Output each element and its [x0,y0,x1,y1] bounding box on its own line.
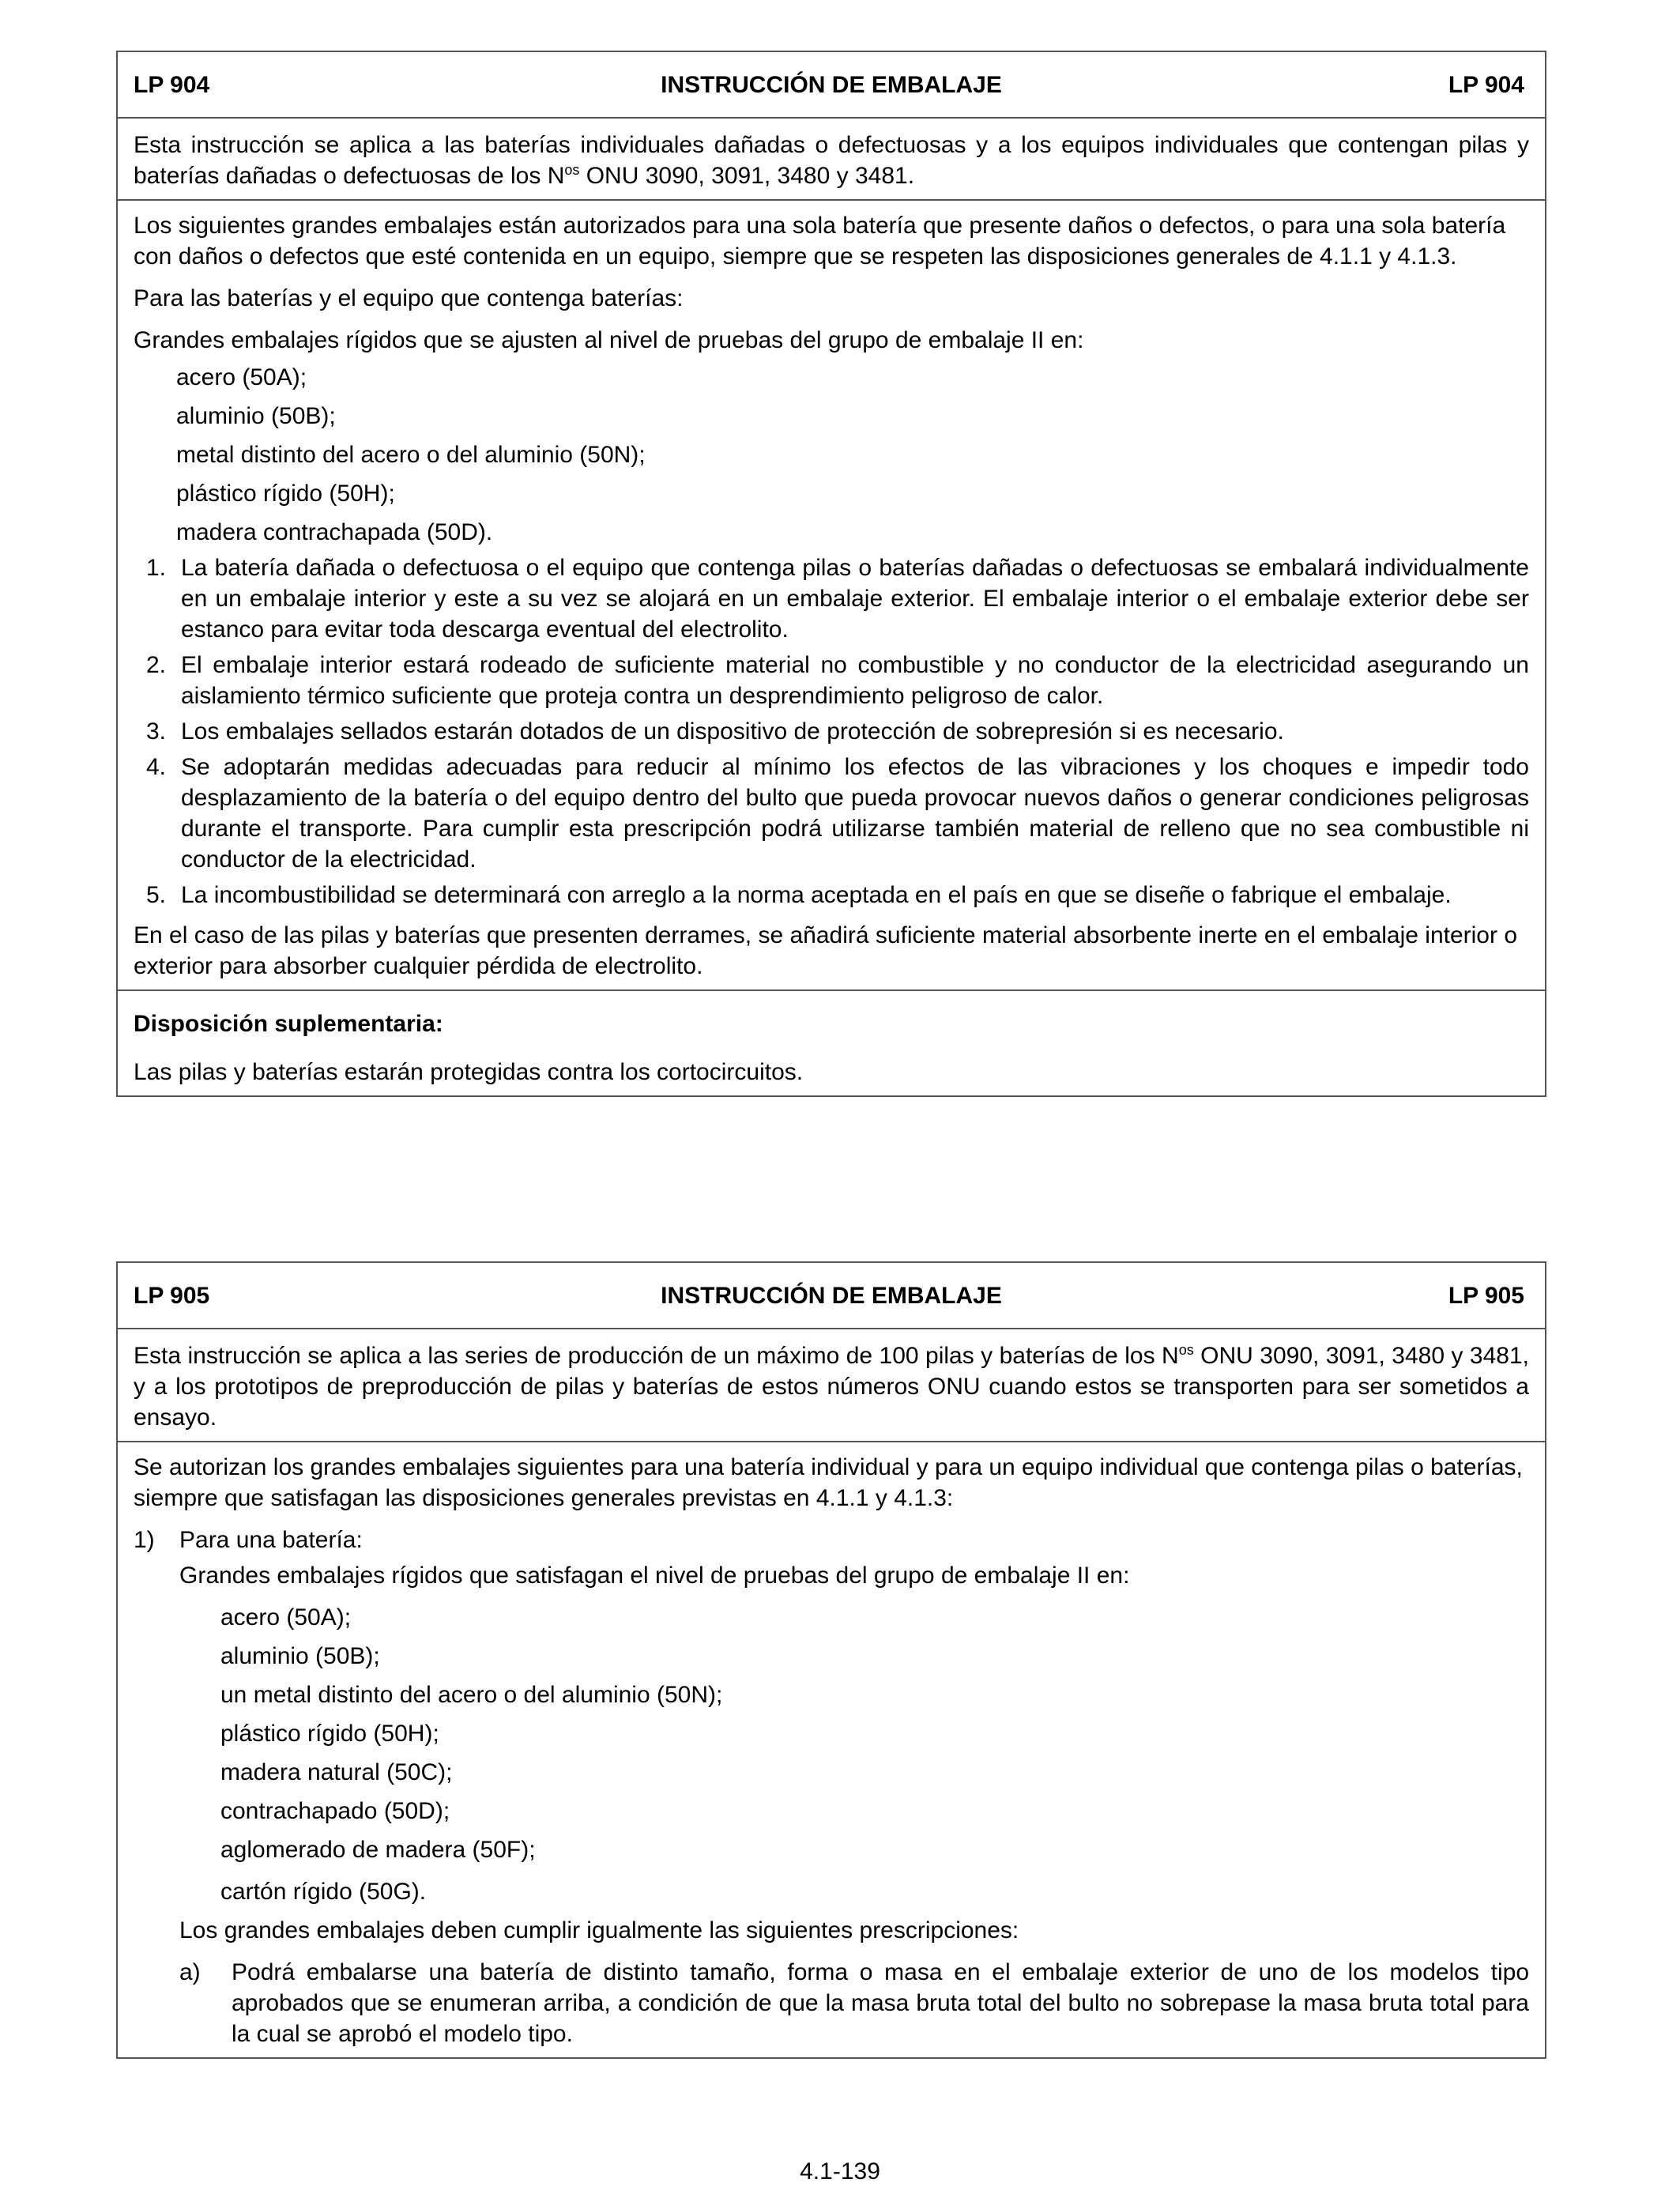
lp905-paragraph-3: Los grandes embalajes deben cumplir igualmente las siguientes prescripciones: [179,1917,1019,1943]
lp905-intro: Esta instrucción se aplica a las series de producción de un máximo de 100 pilas y baterías de los $N^{os}$ ONU 3090, 3091, 3480 y 3481, y a los prototipos de preproducción de pilas y baterías de estos números ONU cuando estos se transporten para ser sometidos a ensayo. [134,1342,1530,1431]
lp905-body-row [118,1442,1545,2057]
lp904-supplementary-row [118,991,1545,1095]
page-number: 4.1-139 [800,2158,880,2185]
lp904-numbered-list [134,552,1529,910]
lp905-code-right: LP 905 [1448,1282,1524,1309]
lp904-materials-list [134,362,1529,548]
list-item: plástico rígido (50H); [220,1721,439,1747]
lp905-item-a: a) Podrá embalarse una batería de distinto tamaño, forma o masa en el embalaje exterior de uno de los modelos tipo aprobados que se enumeran arriba, a condición de que la masa bruta total del bulto no sobrepase la masa bruta total para la cual se aprobó el modelo tipo. [179,1959,1529,2047]
list-item: aluminio (50B); [220,1643,380,1669]
list-item: metal distinto del acero o del aluminio (50N); [176,442,646,468]
lp904-intro: Esta instrucción se aplica a las baterías individuales dañadas o defectuosas y a los equipos individuales que contengan pilas y baterías dañadas o defectuosas de los $N^{os}$ ONU 3090, 3091, 3480 y 3481. [134,132,1529,189]
numbered-item: 3. Los embalajes sellados estarán dotados de un dispositivo de protección de sobrepresión si es necesario. [146,718,1284,745]
lp904-paragraph-3: Grandes embalajes rígidos que se ajusten al nivel de pruebas del grupo de embalaje II en: [134,327,1084,353]
numbered-item: 5. La incombustibilidad se determinará con arreglo a la norma aceptada en el país en que se diseñe o fabrique el embalaje. [146,882,1452,908]
numbered-item: 2. El embalaje interior estará rodeado de suficiente material no combustible y no conductor de la electricidad asegurando un aislamiento térmico suficiente que proteja contra un desprendimiento peligroso de calor. [146,652,1529,709]
lp905-paragraph-1: Se autorizan los grandes embalajes siguientes para una batería individual y para un equipo individual que contenga pilas o baterías, siempre que satisfagan las disposiciones generales previstas en 4.1.1 y 4.1.3: [134,1454,1523,1511]
list-item: un metal distinto del acero o del aluminio (50N); [220,1682,723,1708]
numbered-item: 4. Se adoptarán medidas adecuadas para reducir al mínimo los efectos de las vibraciones y los choques e impedir todo desplazamiento de la batería o del equipo dentro del bulto que pueda provocar nuevos daños o generar condiciones peligrosas durante el transporte. Para cumplir esta prescripción podrá utilizarse también material de relleno que no sea combustible ni conductor de la electricidad. [146,754,1529,873]
list-item: acero (50A); [220,1604,352,1630]
lp904-code-right: LP 904 [1448,71,1524,98]
list-item: aglomerado de madera (50F); [220,1837,536,1863]
lp905-title: INSTRUCCIÓN DE EMBALAJE [661,1282,1002,1309]
lp904-code-left: LP 904 [134,71,210,98]
lp905-table [116,1261,1546,2059]
list-item: aluminio (50B); [176,403,336,429]
lp905-header-row [118,1263,1545,1329]
lp904-supplementary-text: Las pilas y baterías estarán protegidas contra los cortocircuitos. [134,1059,804,1085]
lp905-code-left: LP 905 [134,1282,210,1309]
list-item: madera natural (50C); [220,1759,453,1785]
lp904-table [116,51,1546,1097]
lp905-item-1: 1) Para una batería: [134,1527,363,1553]
lp905-materials-list [134,1602,1529,1907]
list-item: plástico rígido (50H); [176,481,395,507]
lp904-paragraph-2: Para las baterías y el equipo que contenga baterías: [134,285,684,311]
lp905-paragraph-2: Grandes embalajes rígidos que satisfagan el nivel de pruebas del grupo de embalaje II en: [179,1563,1130,1589]
lp904-intro-row [118,119,1545,201]
lp904-body-row [118,201,1545,991]
list-item: acero (50A); [176,364,307,390]
numbered-item: 1. La batería dañada o defectuosa o el equipo que contenga pilas o baterías dañadas o defectuosas se embalará individualmente en un embalaje interior y este a su vez se alojará en un embalaje exterior. El embalaje interior o el embalaje exterior debe ser estanco para evitar toda descarga eventual del electrolito. [146,555,1529,643]
list-item: contrachapado (50D); [220,1798,450,1824]
lp905-intro-row [118,1329,1545,1442]
list-item: cartón rígido (50G). [220,1879,427,1905]
lp904-supplementary-title: Disposición suplementaria: [134,1011,443,1037]
lp904-header-row [118,52,1545,119]
lp904-paragraph-1: Los siguientes grandes embalajes están autorizados para una sola batería que presente daños o defectos, o para una sola batería con daños o defectos que esté contenida en un equipo, siempre que se respeten las disposiciones generales de 4.1.1 y 4.1.3. [134,213,1506,270]
lp904-title: INSTRUCCIÓN DE EMBALAJE [661,71,1002,98]
lp904-paragraph-4: En el caso de las pilas y baterías que presenten derrames, se añadirá suficiente material absorbente inerte en el embalaje interior o exterior para absorber cualquier pérdida de electrolito. [134,922,1518,979]
list-item: madera contrachapada (50D). [176,519,493,545]
